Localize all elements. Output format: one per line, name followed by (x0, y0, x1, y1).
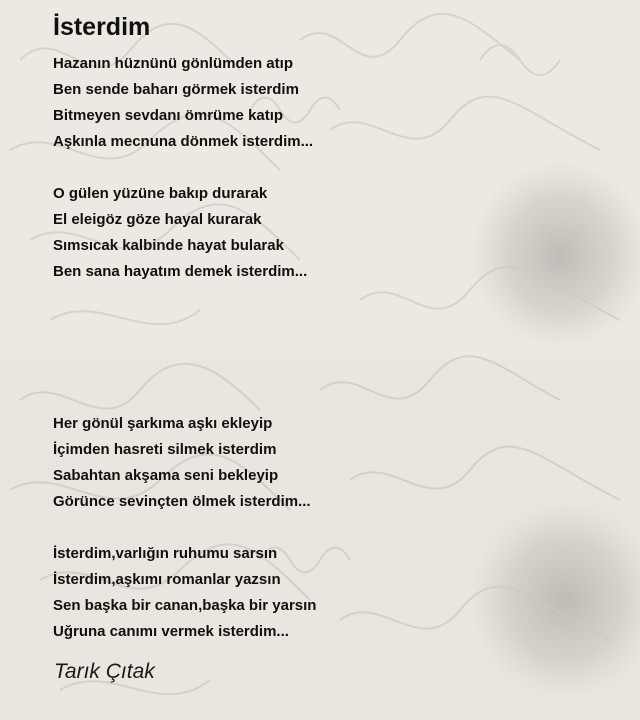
poem-title: İsterdim (53, 13, 151, 41)
stanza-1 (53, 51, 313, 155)
poem-line: Sımsıcak kalbinde hayat bularak (53, 237, 284, 254)
poem-line: Ben sana hayatım demek isterdim... (53, 263, 308, 280)
poem-line: Görünce sevinçten ölmek isterdim... (53, 493, 311, 510)
poem-line: İsterdim,varlığın ruhumu sarsın (53, 545, 278, 562)
poem-author: Tarık Çıtak (54, 660, 155, 683)
poem-line: Aşkınla mecnuna dönmek isterdim... (53, 133, 314, 150)
stanza-4 (53, 541, 316, 645)
poem-line: El eleigöz göze hayal kurarak (53, 211, 262, 228)
poem-line: Bitmeyen sevdanı ömrüme katıp (53, 107, 284, 124)
poem-line: İçimden hasreti silmek isterdim (53, 441, 277, 458)
stanza-3 (53, 411, 311, 515)
poem-line: O gülen yüzüne bakıp durarak (53, 185, 268, 202)
poem-line: Hazanın hüznünü gönlümden atıp (53, 55, 293, 72)
poem-line: Sabahtan akşama seni bekleyip (53, 467, 279, 484)
poem-line: İsterdim,aşkımı romanlar yazsın (53, 571, 281, 588)
poem-line: Sen başka bir canan,başka bir yarsın (53, 597, 317, 614)
poem-line: Her gönül şarkıma aşkı ekleyip (53, 415, 273, 432)
poem-line: Ben sende baharı görmek isterdim (53, 81, 299, 98)
poem-line: Uğruna canımı vermek isterdim... (53, 623, 289, 640)
stanza-2 (53, 181, 307, 285)
